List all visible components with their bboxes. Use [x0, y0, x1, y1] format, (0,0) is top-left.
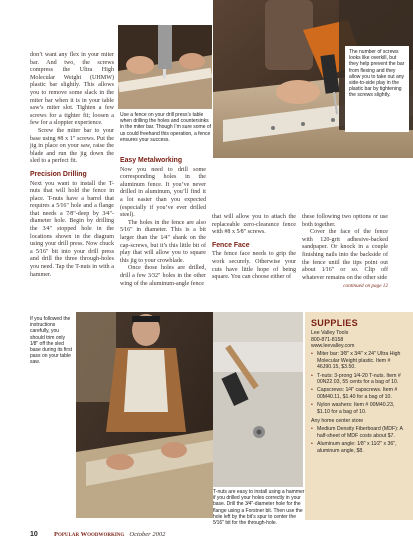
heading-precision-drilling: Precision Drilling	[30, 170, 87, 178]
continued-note: continued on page 12	[343, 283, 388, 290]
caption-bottom-right: T-nuts are easy to install using a hammer if you drilled your holes correctly in your base. Drill the 3⁄4"-diameter hole for the flange using a Forstner bit. Then use the hole left by the bit’s spur to center the 5⁄16" bit for the through-hole.	[213, 489, 305, 527]
page-number: 10	[30, 531, 38, 538]
supply-item-t-nuts: • T-nuts: 3-prong 1⁄4-20 T-nuts. Item # 00N22.03, 55 cents for a bag of 10.	[311, 373, 407, 386]
heading-easy-metalworking: Easy Metalworking	[120, 157, 183, 164]
column-1	[30, 52, 114, 279]
issue-date: October 2002	[129, 531, 166, 538]
supply-item-aluminum-angle: • Aluminum angle: 1⁄8" x 11⁄2" x 36", aluminum angle, $8.	[311, 441, 407, 454]
photo-hammer-t-nut	[213, 312, 303, 487]
col1-paragraph-1: don’t want any flex in your miter bar. And two, the screws compress the Ultra High Molecular Weight (UHMW) plastic bar slightly. This allows you to remove some slack in the miter bar when it is in your table saw’s miter slot. Tighten a few screws for a tighter fit; loosen a few for a sloppier experience.	[30, 52, 114, 127]
col1-paragraph-3: Next you want to install the T-nuts that will hold the fence in place. T-nuts have a barrel that requires a 5⁄16" hole and a flange that needs a 7⁄8"-deep by 3⁄4"-diameter hole. Begin by drilling the 3⁄4" stopped hole in the locations shown in the diagram using your drill press. Now chuck a 5⁄16" bit into your drill press and drill the three through-holes you need. Tap the T-nuts in with a hammer.	[30, 180, 114, 278]
caption-top-right: The number of screws looks like overkill, but they help prevent the bar from flexing and they allow you to take out any side-to-side play in the plastic bar by tightening the screws slightly.	[345, 46, 409, 132]
supply-item-nylon-washers: • Nylon washers: Item # 00M40.23, $1.10 for a bag of 10.	[311, 402, 407, 415]
supply-item-mdf: • Medium Density Fiberboard (MDF): A half-sheet of MDF costs about $7.	[311, 426, 407, 439]
sled-photo-graphic	[76, 312, 213, 518]
photo-sled-table-saw	[76, 312, 213, 518]
hammer-photo-graphic	[213, 312, 303, 487]
supply-item-miter-bar: • Miter bar: 3⁄8" x 3⁄4" x 24" Ultra High Molecular Weight plastic. Item # 46J90.15, $3.50.	[311, 351, 407, 371]
column-4	[302, 214, 388, 291]
column-2	[120, 157, 206, 288]
col2-paragraph-1: Now you need to drill some corresponding holes in the aluminum fence. It you’ve never drilled in aluminum, you’ll find it a lot easier than you expected (especially if you’ve ever drilled steel).	[120, 166, 206, 219]
vendor-name: Lee Valley Tools	[311, 330, 349, 336]
col3-paragraph-1: that will allow you to attach the replaceable zero-clearance fence with #8 x 5⁄8" screws.	[212, 214, 296, 236]
col2-paragraph-3: Once those holes are drilled, drill a few 3⁄32" holes in the other wing of the aluminum-angle fence	[120, 265, 206, 287]
supplies-title: SUPPLIES	[311, 318, 358, 328]
vendor-website[interactable]: www.leevalley.com	[311, 343, 355, 350]
caption-top-left: Use a fence on your drill press’s table when drilling the holes and countersinks in the miter bar. Though I’m sure some of us could freehand this operation, a fence ensures your success.	[120, 112, 212, 143]
col3-paragraph-2: The fence face needs to grip the work securely. Otherwise your cuts have little hope of being square. You can choose either of	[212, 251, 296, 281]
col1-paragraph-2: Screw the miter bar to your base using #8 x 1" screws. Put the jig in place on your saw, raise the blade and run the jig down the sled to a perfect fit.	[30, 127, 114, 165]
supplies-box	[305, 312, 413, 520]
photo-drill-press-fence	[118, 25, 212, 109]
drill-press-graphic	[118, 25, 212, 109]
store-heading: Any home center store	[311, 418, 364, 425]
col4-paragraph-1: these following two options or use both together.	[302, 214, 388, 228]
heading-fence-face: Fence Face	[212, 241, 250, 249]
caption-bottom-left: If you followed the instructions carefully, you should trim only 1⁄8" off the sled base during its first pass on your table saw.	[30, 316, 72, 366]
col2-paragraph-2: The holes in the fence are also 5⁄16" in diameter. This is a bit larger than the 1⁄4" shank on the cap-screws, but it’s this little bit of play that will allow you to square this jig to your crowblade.	[120, 219, 206, 264]
col4-paragraph-2: Cover the face of the fence with 120-grit adhesive-backed sandpaper. Or knock in a couple finishing nails into the backside of the fence until the tips point out about 1⁄16" or so. Clip off whatever remains on the other side	[302, 229, 388, 281]
page-footer	[30, 521, 250, 538]
column-3	[212, 214, 296, 282]
magazine-name: Popular Woodworking	[53, 531, 125, 538]
vendor-phone: 800-871-8158	[311, 336, 344, 343]
supply-item-capscrews: • Capscrews: 1⁄4" capscrews. Item # 00M40.11, $1.40 for a bag of 10.	[311, 387, 407, 400]
